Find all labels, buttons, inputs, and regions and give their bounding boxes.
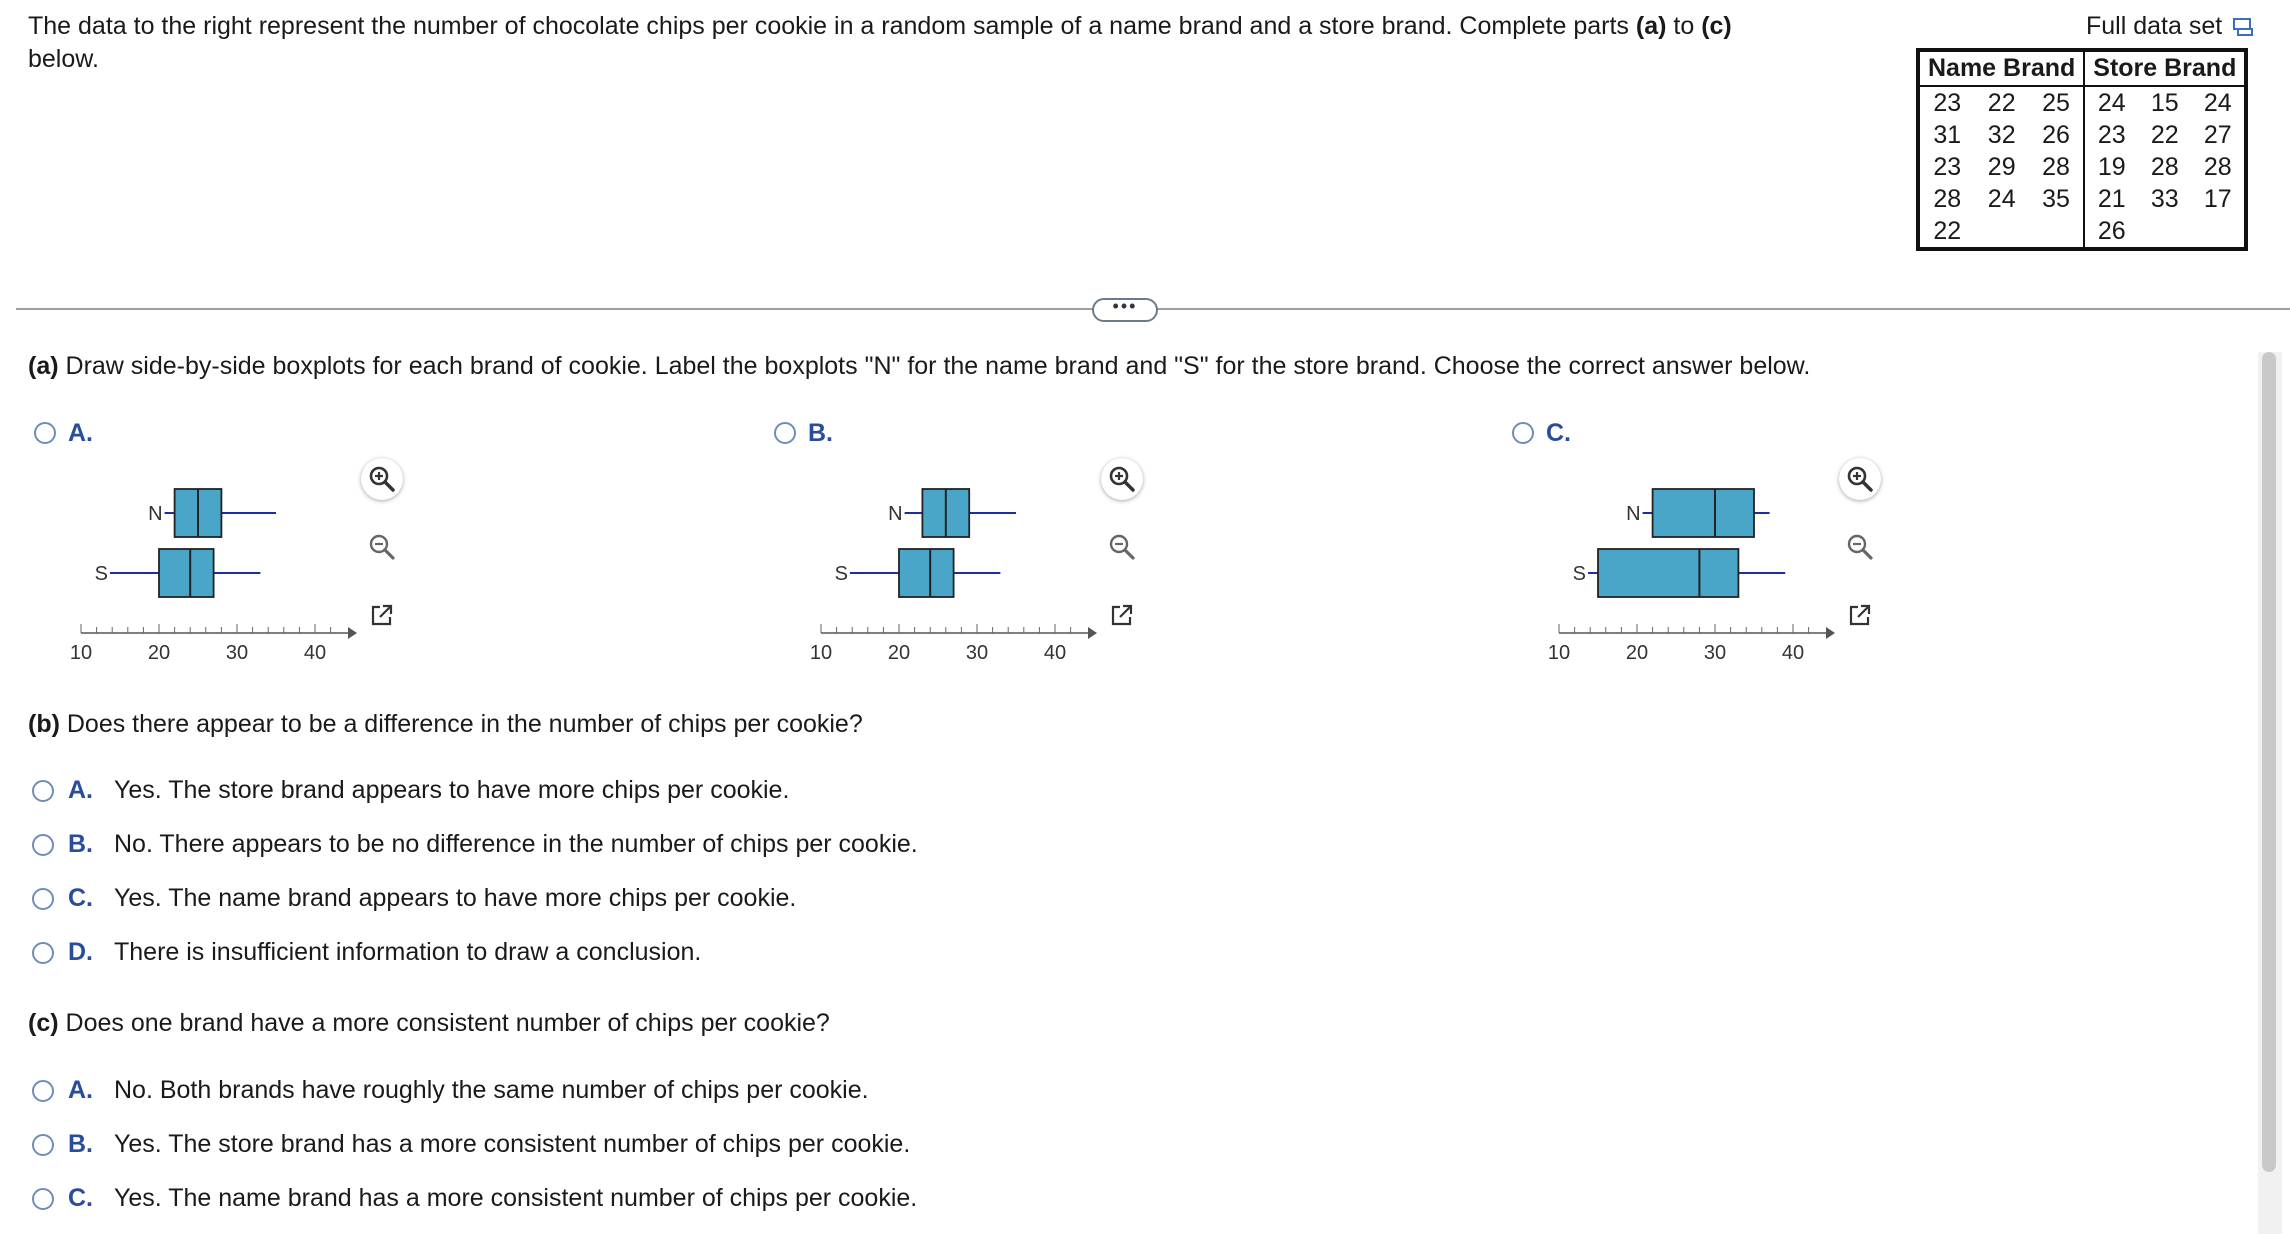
table-cell: 31 [1933,120,1962,149]
radio-button[interactable] [774,422,796,444]
option-a[interactable] [32,776,789,805]
option-letter: B. [68,830,93,858]
zoom-out-button[interactable] [1101,526,1143,568]
part-b-question [28,710,863,739]
boxplot-chart [28,458,358,698]
table-cell: 27 [2203,120,2232,149]
zoom-in-icon [368,465,396,493]
option-d[interactable] [32,938,701,967]
option-text: Yes. The name brand appears to have more chips per cookie. [114,884,797,912]
expand-more-button[interactable]: ••• [1092,298,1158,322]
part-a-label: (a) [28,352,59,380]
option-letter: B. [808,419,833,447]
table-cell: 28 [2150,152,2179,181]
header-store-brand: Store Brand [2084,50,2246,86]
radio-button[interactable] [32,834,54,856]
tick-label: 20 [147,642,171,664]
table-cell: 15 [2150,88,2179,117]
boxplot-label-n: N [148,503,163,525]
table-cell: 24 [2203,88,2232,117]
option-text: Yes. The store brand has a more consistent number of chips per cookie. [114,1130,911,1158]
zoom-out-icon [1846,533,1874,561]
table-cell: 35 [2029,183,2084,215]
intro-text [28,10,1828,76]
intro-part-c: (c) [1701,12,1732,40]
option-b[interactable] [32,830,918,859]
boxplot-label-n: N [1626,503,1641,525]
table-row [1918,215,2246,249]
option-letter: A. [68,419,93,447]
option-text: There is insufficient information to draw a conclusion. [114,938,702,966]
table-cell: 29 [1987,152,2016,181]
tick-label: 30 [1703,642,1727,664]
full-data-set-label[interactable]: Full data set [2086,12,2223,40]
option-letter: A. [68,776,93,804]
table-row [1918,151,2246,183]
table-cell: 26 [2097,216,2126,245]
popout-icon [1109,602,1135,628]
part-a-option-a[interactable] [28,418,448,668]
option-c[interactable] [32,884,796,913]
zoom-out-icon [368,533,396,561]
popout-icon [369,602,395,628]
axis-arrow [1826,627,1835,639]
table-cell: 24 [2097,88,2126,117]
part-c-label: (c) [28,1009,59,1037]
table-row [1918,183,2246,215]
option-letter: A. [68,1076,93,1104]
zoom-out-button[interactable] [1839,526,1881,568]
zoom-in-button[interactable] [1101,458,1143,500]
option-letter: B. [68,1130,93,1158]
boxplot-label-s: S [94,563,108,585]
part-b-text: Does there appear to be a difference in the number of chips per cookie? [59,710,863,738]
radio-button[interactable] [1512,422,1534,444]
zoom-in-icon [1108,465,1136,493]
data-set-icon[interactable] [2232,16,2254,38]
radio-button[interactable] [32,888,54,910]
axis-arrow [348,627,357,639]
tick-label: 40 [1043,642,1067,664]
table-cell: 25 [2029,86,2084,119]
popout-button[interactable] [1101,594,1143,636]
table-row [1918,119,2246,151]
intro-to: to [1666,12,1702,40]
table-cell [2138,215,2191,249]
radio-button[interactable] [32,780,54,802]
axis-arrow [1088,627,1097,639]
intro-line2: below. [28,45,99,73]
header-name-brand: Name Brand [1918,50,2084,86]
popout-icon [1847,602,1873,628]
option-letter: D. [68,938,93,966]
radio-button[interactable] [32,1134,54,1156]
data-table [1916,48,2248,251]
boxplot-label-n: N [888,503,903,525]
boxplot-label-s: S [1572,563,1586,585]
box-s [159,549,214,597]
option-b[interactable] [32,1130,910,1159]
table-cell [2191,215,2246,249]
tick-label: 20 [887,642,911,664]
tick-label: 40 [1781,642,1805,664]
table-cell: 28 [1933,184,1962,213]
zoom-in-button[interactable] [361,458,403,500]
option-text: Yes. The name brand has a more consistent number of chips per cookie. [114,1184,918,1212]
table-cell: 23 [1933,152,1962,181]
intro-part-a: (a) [1635,12,1667,40]
option-text: No. There appears to be no difference in the number of chips per cookie. [114,830,918,858]
table-cell: 17 [2203,184,2232,213]
part-a-question [28,352,1810,381]
option-text: No. Both brands have roughly the same number of chips per cookie. [114,1076,869,1104]
table-cell: 19 [2097,152,2126,181]
part-a-text: Draw side-by-side boxplots for each brand of cookie. Label the boxplots "N" for the name brand and "S" for the store brand. Choose the correct answer below. [58,352,1811,380]
box-s [1598,549,1738,597]
table-cell: 22 [1933,216,1962,245]
table-cell: 28 [2029,151,2084,183]
radio-button[interactable] [32,1080,54,1102]
option-text: Yes. The store brand appears to have more chips per cookie. [114,776,790,804]
tick-label: 30 [965,642,989,664]
boxplot-chart [768,458,1098,698]
tick-label: 40 [303,642,327,664]
table-cell: 22 [2150,120,2179,149]
part-c-text: Does one brand have a more consistent number of chips per cookie? [58,1009,830,1037]
tick-label: 30 [225,642,249,664]
popout-button[interactable] [1839,594,1881,636]
table-cell: 33 [2150,184,2179,213]
zoom-in-icon [1846,465,1874,493]
box-s [899,549,954,597]
part-c-question [28,1009,830,1038]
table-cell: 21 [2097,184,2126,213]
radio-button[interactable] [32,942,54,964]
zoom-in-button[interactable] [1839,458,1881,500]
table-cell: 23 [1933,88,1962,117]
box-n [1653,489,1754,537]
option-letter: C. [1546,419,1571,447]
table-cell [1975,215,2029,249]
table-cell: 22 [1987,88,2016,117]
table-cell: 28 [2203,152,2232,181]
scrollbar-thumb[interactable] [2262,352,2276,1172]
tick-label: 10 [1547,642,1571,664]
table-row [1918,86,2246,119]
table-cell [2029,215,2084,249]
zoom-out-icon [1108,533,1136,561]
part-a-option-c[interactable] [1506,418,1926,668]
zoom-out-button[interactable] [361,526,403,568]
table-cell: 23 [2097,120,2126,149]
tick-label: 10 [69,642,93,664]
table-cell: 32 [1987,120,2016,149]
table-cell: 24 [1987,184,2016,213]
popout-button[interactable] [361,594,403,636]
radio-button[interactable] [32,1188,54,1210]
boxplot-chart [1506,458,1836,698]
tick-label: 10 [809,642,833,664]
boxplot-label-s: S [834,563,848,585]
option-letter: C. [68,1184,93,1212]
option-a[interactable] [32,1076,869,1105]
radio-button[interactable] [34,422,56,444]
option-letter: C. [68,884,93,912]
option-c[interactable] [32,1184,917,1213]
part-b-label: (b) [28,710,60,738]
table-cell: 26 [2029,119,2084,151]
tick-label: 20 [1625,642,1649,664]
full-data-set-link[interactable] [2086,12,2254,41]
part-a-option-b[interactable] [768,418,1188,668]
intro-line1: The data to the right represent the number of chocolate chips per cookie in a random sample of a name brand and a store brand. Complete parts [28,12,1636,40]
